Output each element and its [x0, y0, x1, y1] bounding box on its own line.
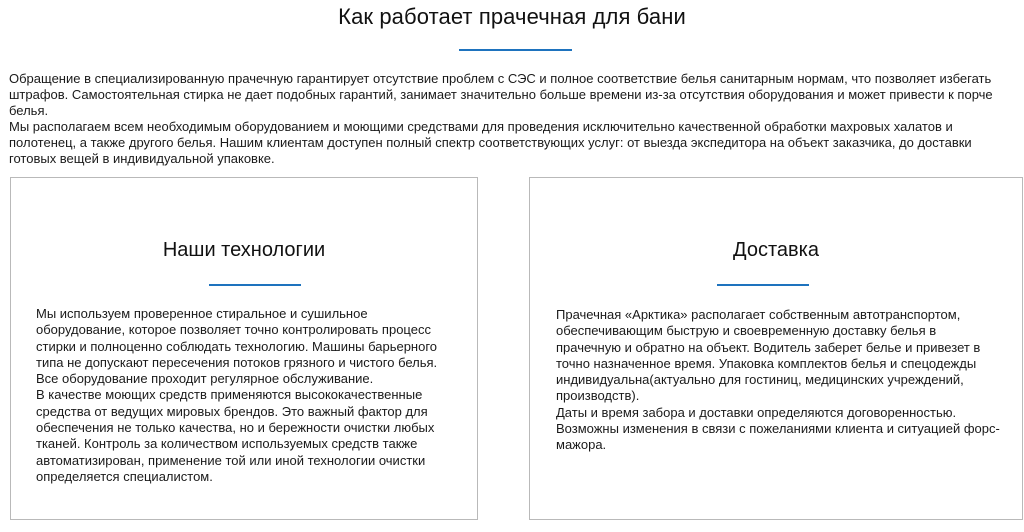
technologies-text — [36, 306, 451, 485]
delivery-text — [556, 307, 1001, 454]
title-underline — [459, 49, 572, 51]
delivery-paragraph: Даты и время забора и доставки определяются договоренностью. Возможны изменения в связи с пожеланиями клиента и ситуацией форс-мажора. — [556, 404, 1000, 453]
technologies-paragraph: Мы используем проверенное стиральное и сушильное оборудование, которое позволяет точно контролировать процесс стирки и полноценно соблюдать технологию. Машины барьерного типа не допускают пересечения потоков грязного и чистого белья. Все оборудование проходит регулярное обслуживание. — [36, 306, 438, 387]
delivery-title-underline — [717, 284, 809, 286]
delivery-paragraph: Прачечная «Арктика» располагает собственным автотранспортом, обеспечивающим быструю и своевременную доставку белья в прачечную и обратно на объект. Водитель заберет белье и привезет в точно назначенное время. Упаковка комплектов белья и спецодежды индивидуальна(актуально для гостиниц, медицинских учреждений, производств). — [556, 307, 981, 404]
technologies-paragraph: В качестве моющих средств применяются высококачественные средства от ведущих мировых брендов. Это важный фактор для обеспечения не только качества, но и бережности очистки любых тканей. Контроль за количеством используемых средств также автоматизирован, применение той или иной технологии очистки определяется специалистом. — [36, 387, 435, 484]
intro-paragraph: Обращение в специализированную прачечную гарантирует отсутствие проблем с СЭС и полное соответствие белья санитарным нормам, что позволяет избегать штрафов. Самостоятельная стирка не дает подобных гарантий, занимает значительно больше времени из-за отсутствия оборудования и может привести к порче белья. — [9, 71, 993, 118]
intro-text — [9, 71, 1017, 167]
technologies-title-underline — [209, 284, 301, 286]
intro-paragraph: Мы располагаем всем необходимым оборудованием и моющими средствами для проведения исключительно качественной обработки махровых халатов и полотенец, а также другого белья. Нашим клиентам доступен полный спектр соответствующих услуг: от выезда экспедитора на объект заказчика, до доставки готовых вещей в индивидуальной упаковке. — [9, 119, 972, 166]
page-title: Как работает прачечная для бани — [338, 4, 686, 29]
delivery-title: Доставка — [733, 239, 819, 261]
technologies-title: Наши технологии — [162, 239, 326, 261]
delivery-card — [529, 177, 1023, 520]
technologies-card — [10, 177, 478, 520]
